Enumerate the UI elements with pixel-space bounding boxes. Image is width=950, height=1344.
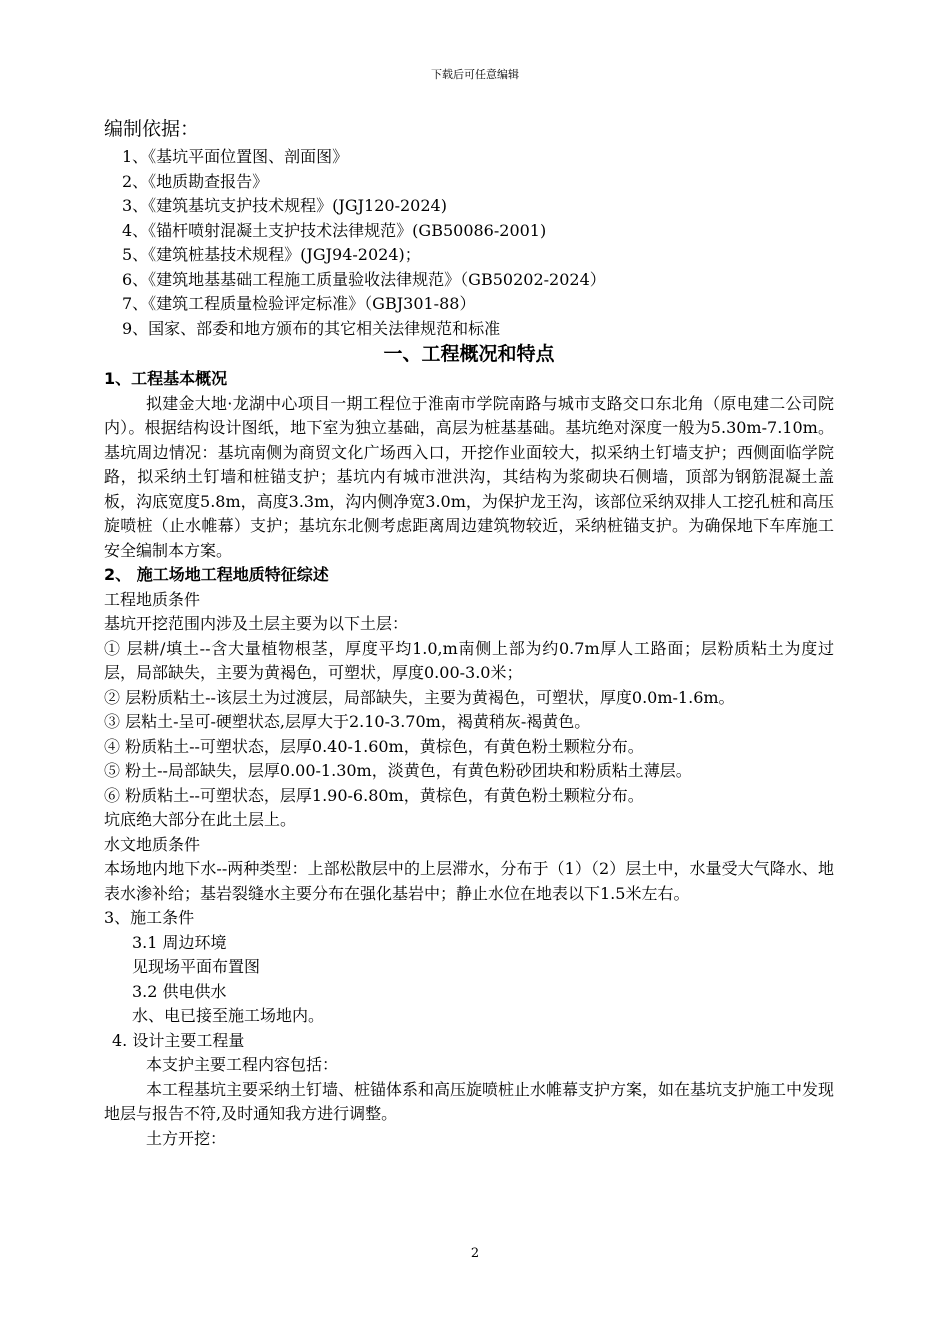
- subsection-3-1-text: 见现场平面布置图: [132, 957, 261, 976]
- page-number: 2: [470, 1246, 480, 1261]
- subsection-3-1: 3.1 周边环境: [132, 932, 227, 952]
- section-1-paragraph: 拟建金大地·龙湖中心项目一期工程位于淮南市学院南路与城市支路交口东北角（原电建二公司院内）。根据结构设计图纸，地下室为独立基础，高层为桩基基础。基坑绝对深度一般为5.30m-7.10m。基坑周边情况：基坑南侧为商贸文化广场西入口，开挖作业面较大，拟采纳土钉墙支护；西侧面临学院路，拟采纳土钉墙和桩锚支护；基坑内有城市泄洪沟，其结构为浆砌块石侧墙，顶部为钢筋混凝土盖板，沟底宽度5.8m，高度3.3m，沟内侧净宽3.0m，为保护龙王沟，该部位采纳双排人工挖孔桩和高压旋喷桩（止水帷幕）支护；基坑东北侧考虑距离周边建筑物较近，采纳桩锚支护。为确保地下车库施工安全编制本方案。: [104, 393, 834, 560]
- section-4-heading: 4. 设计主要工程量: [112, 1030, 245, 1050]
- section-3-heading: 3、施工条件: [104, 908, 195, 927]
- basis-item: 2、《地质勘查报告》: [122, 171, 269, 191]
- geology-intro: 基坑开挖范围内涉及土层主要为以下土层：: [104, 614, 409, 633]
- soil-layer: ② 层粉质粘土--该层土为过渡层，局部缺失，主要为黄褐色，可塑状，厚度0.0m-1.6m。: [104, 687, 735, 707]
- basis-item: 6、《建筑地基基础工程施工质量验收法律规范》（GB50202-2024）: [122, 269, 606, 289]
- soil-layer: ⑤ 粉土--局部缺失，层厚0.00-1.30m，淡黄色，有黄色粉砂团块和粉质粘土薄层。: [104, 761, 692, 780]
- subsection-3-2-text: 水、电已接至施工场地内。: [132, 1006, 325, 1025]
- basis-item: 3、《建筑基坑支护技术规程》(JGJ120-2024): [122, 196, 447, 215]
- soil-layer: ⑥ 粉质粘土--可塑状态，层厚1.90-6.80m，黄棕色，有黄色粉土颗粒分布。: [104, 785, 644, 805]
- hydrogeology-subtitle: 水文地质条件: [104, 834, 201, 854]
- section-2-heading: 2、 施工场地工程地质特征综述: [104, 565, 329, 584]
- section-4-line: 本支护主要工程内容包括：: [146, 1055, 339, 1074]
- basis-item: 1、《基坑平面位置图、剖面图》: [122, 147, 349, 166]
- basis-item: 7、《建筑工程质量检验评定标准》（GBJ301-88）: [122, 294, 476, 313]
- section-1-heading: 1、工程基本概况: [104, 369, 228, 388]
- subsection-3-2: 3.2 供电供水: [132, 981, 227, 1001]
- hydrogeology-paragraph: 本场地内地下水--两种类型：上部松散层中的上层滞水，分布于（1）（2）层土中，水量受大气降水、地表水渗补给；基岩裂缝水主要分布在强化基岩中；静止水位在地表以下1.5米左右。: [104, 859, 834, 903]
- soil-layer: ④ 粉质粘土--可塑状态，层厚0.40-1.60m，黄棕色，有黄色粉土颗粒分布。: [104, 736, 644, 756]
- chapter-title: 一、工程概况和特点: [383, 343, 555, 365]
- basis-item: 5、《建筑桩基技术规程》(JGJ94-2024)；: [122, 245, 421, 264]
- soil-layer: ① 层耕/填土--含大量植物根茎，厚度平均1.0,m南侧上部为约0.7m厚人工路面；层粉质粘土为度过层，局部缺失，主要为黄褐色，可塑状，厚度0.00-3.0米；: [104, 638, 834, 682]
- page-header: 下载后可任意编辑: [431, 68, 519, 81]
- basis-item: 4、《锚杆喷射混凝土支护技术法律规范》(GB50086-2001): [122, 220, 547, 240]
- geology-subtitle: 工程地质条件: [104, 589, 201, 609]
- section-4-paragraph: 本工程基坑主要采纳土钉墙、桩锚体系和高压旋喷桩止水帷幕支护方案，如在基坑支护施工中发现地层与报告不符,及时通知我方进行调整。: [104, 1079, 835, 1123]
- basis-heading: 编制依据：: [104, 118, 200, 140]
- soil-layer: ③ 层粘土-呈可-硬塑状态,层厚大于2.10-3.70m，褐黄稍灰-褐黄色。: [104, 712, 591, 731]
- section-4-earthwork: 土方开挖：: [146, 1128, 227, 1148]
- basis-item: 9、国家、部委和地方颁布的其它相关法律规范和标准: [122, 318, 501, 338]
- pit-bottom-note: 坑底绝大部分在此土层上。: [104, 810, 297, 829]
- document-body: [104, 115, 834, 1151]
